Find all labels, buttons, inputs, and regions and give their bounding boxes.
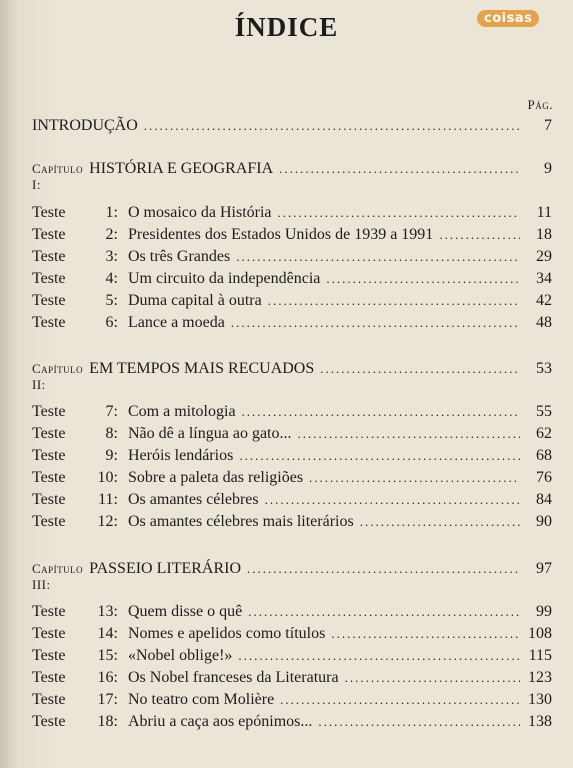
leader-dots xyxy=(144,118,520,134)
entry-label: Teste xyxy=(32,314,66,331)
leader-dots xyxy=(236,249,520,265)
toc-entry xyxy=(32,669,552,691)
watermark-logo: coisas xyxy=(477,10,539,27)
entry-number: 1: xyxy=(105,204,118,221)
leader-dots xyxy=(268,293,520,309)
leader-dots xyxy=(239,448,520,464)
entry-title: Abriu a caça aos epónimos... xyxy=(128,713,313,730)
entry-page: 48 xyxy=(536,314,552,331)
entry-label: Teste xyxy=(32,226,66,243)
entry-label: Teste xyxy=(32,248,66,265)
leader-dots xyxy=(320,361,520,377)
toc-entry xyxy=(32,248,552,270)
leader-dots xyxy=(331,626,520,642)
leader-dots xyxy=(248,604,520,620)
leader-dots xyxy=(326,271,520,287)
chapter-label: Capítulo II: xyxy=(32,361,84,392)
entry-title: Quem disse o quê xyxy=(128,603,243,620)
leader-dots xyxy=(238,648,520,664)
intro-title: INTRODUÇÃO xyxy=(32,117,138,134)
entry-label: Teste xyxy=(32,292,66,309)
entry-label: Teste xyxy=(32,403,66,420)
entry-title: Os três Grandes xyxy=(128,248,231,265)
entry-label: Teste xyxy=(32,513,66,530)
entry-title: Não dê a língua ao gato... xyxy=(128,425,292,442)
entry-title: Os Nobel franceses da Literatura xyxy=(128,669,339,686)
entry-title: No teatro com Molière xyxy=(128,691,275,708)
leader-dots xyxy=(318,714,520,730)
chapter-title: HISTÓRIA E GEOGRAFIA xyxy=(89,160,274,177)
entry-label: Teste xyxy=(32,425,66,442)
entry-title: Nomes e apelidos como títulos xyxy=(128,625,326,642)
toc-entry xyxy=(32,713,552,735)
entry-title: Lance a moeda xyxy=(128,314,225,331)
entry-page: 138 xyxy=(528,713,552,730)
entry-page: 34 xyxy=(536,270,552,287)
entry-number: 5: xyxy=(105,292,118,309)
toc-entry xyxy=(32,270,552,292)
entry-label: Teste xyxy=(32,669,66,686)
leader-dots xyxy=(265,492,520,508)
entry-page: 55 xyxy=(536,403,552,420)
leader-dots xyxy=(309,470,520,486)
toc-entry xyxy=(32,603,552,625)
toc-entry xyxy=(32,513,552,535)
toc-entry xyxy=(32,292,552,314)
toc-entry xyxy=(32,647,552,669)
chapter-row xyxy=(32,560,552,592)
chapter-label: Capítulo I: xyxy=(32,161,84,192)
toc-entry xyxy=(32,691,552,713)
entry-label: Teste xyxy=(32,691,66,708)
page-column-label: Pág. xyxy=(527,97,553,112)
entry-label: Teste xyxy=(32,603,66,620)
chapter-row xyxy=(32,160,552,192)
entry-page: 123 xyxy=(528,669,552,686)
entry-number: 4: xyxy=(105,270,118,287)
leader-dots xyxy=(279,161,520,177)
leader-dots xyxy=(242,404,520,420)
toc-entry xyxy=(32,403,552,425)
entry-title: Com a mitologia xyxy=(128,403,236,420)
entry-page: 68 xyxy=(536,447,552,464)
leader-dots xyxy=(247,561,520,577)
entry-title: Os amantes célebres xyxy=(128,491,259,508)
entry-page: 99 xyxy=(536,603,552,620)
leader-dots xyxy=(439,227,520,243)
toc-entry xyxy=(32,314,552,336)
entry-number: 11: xyxy=(98,491,118,508)
entry-title: Presidentes dos Estados Unidos de 1939 a 1991 xyxy=(128,226,434,243)
toc-entry xyxy=(32,226,552,248)
toc-entry xyxy=(32,491,552,513)
entry-page: 90 xyxy=(536,513,552,530)
leader-dots xyxy=(278,205,520,221)
entry-label: Teste xyxy=(32,270,66,287)
entry-page: 115 xyxy=(528,647,552,664)
chapter-page: 9 xyxy=(544,160,552,177)
entry-label: Teste xyxy=(32,469,66,486)
entry-number: 18: xyxy=(97,713,118,730)
leader-dots xyxy=(360,514,520,530)
entry-number: 15: xyxy=(97,647,118,664)
chapter-row xyxy=(32,360,552,392)
entry-title: Os amantes célebres mais literários xyxy=(128,513,354,530)
leader-dots xyxy=(231,315,520,331)
entry-label: Teste xyxy=(32,625,66,642)
entry-number: 8: xyxy=(105,425,118,442)
entry-label: Teste xyxy=(32,713,66,730)
entry-number: 14: xyxy=(97,625,118,642)
entry-number: 2: xyxy=(105,226,118,243)
entry-page: 62 xyxy=(536,425,552,442)
toc-entry xyxy=(32,625,552,647)
entry-title: Um circuito da independência xyxy=(128,270,321,287)
entry-number: 7: xyxy=(105,403,118,420)
toc-entry xyxy=(32,204,552,226)
chapter-title: PASSEIO LITERÁRIO xyxy=(89,560,242,577)
entry-number: 10: xyxy=(97,469,118,486)
entry-number: 6: xyxy=(105,314,118,331)
entry-number: 12: xyxy=(97,513,118,530)
page-title: ÍNDICE xyxy=(234,12,339,42)
entry-page: 11 xyxy=(536,204,552,221)
entry-page: 76 xyxy=(536,469,552,486)
chapter-page: 97 xyxy=(536,560,552,577)
entry-number: 16: xyxy=(97,669,118,686)
toc-entry xyxy=(32,447,552,469)
entry-label: Teste xyxy=(32,491,66,508)
entry-title: Sobre a paleta das religiões xyxy=(128,469,304,486)
entry-page: 108 xyxy=(528,625,552,642)
entry-number: 13: xyxy=(97,603,118,620)
entry-title: Duma capital à outra xyxy=(128,292,262,309)
entry-page: 130 xyxy=(528,691,552,708)
entry-page: 84 xyxy=(536,491,552,508)
leader-dots xyxy=(280,692,520,708)
toc-entry xyxy=(32,425,552,447)
toc-entry xyxy=(32,469,552,491)
entry-label: Teste xyxy=(32,647,66,664)
leader-dots xyxy=(298,426,521,442)
entry-title: Heróis lendários xyxy=(128,447,234,464)
entry-label: Teste xyxy=(32,447,66,464)
entry-title: «Nobel oblige!» xyxy=(128,647,233,664)
entry-title: O mosaico da História xyxy=(128,204,272,221)
entry-page: 18 xyxy=(536,226,552,243)
entry-page: 42 xyxy=(536,292,552,309)
entry-label: Teste xyxy=(32,204,66,221)
chapter-page: 53 xyxy=(536,360,552,377)
entry-number: 3: xyxy=(105,248,118,265)
entry-number: 9: xyxy=(105,447,118,464)
leader-dots xyxy=(345,670,520,686)
chapter-title: EM TEMPOS MAIS RECUADOS xyxy=(89,360,315,377)
entry-number: 17: xyxy=(97,691,118,708)
toc-intro-row xyxy=(32,117,552,139)
chapter-label: Capítulo III: xyxy=(32,561,84,592)
entry-page: 29 xyxy=(536,248,552,265)
intro-page: 7 xyxy=(544,117,552,134)
